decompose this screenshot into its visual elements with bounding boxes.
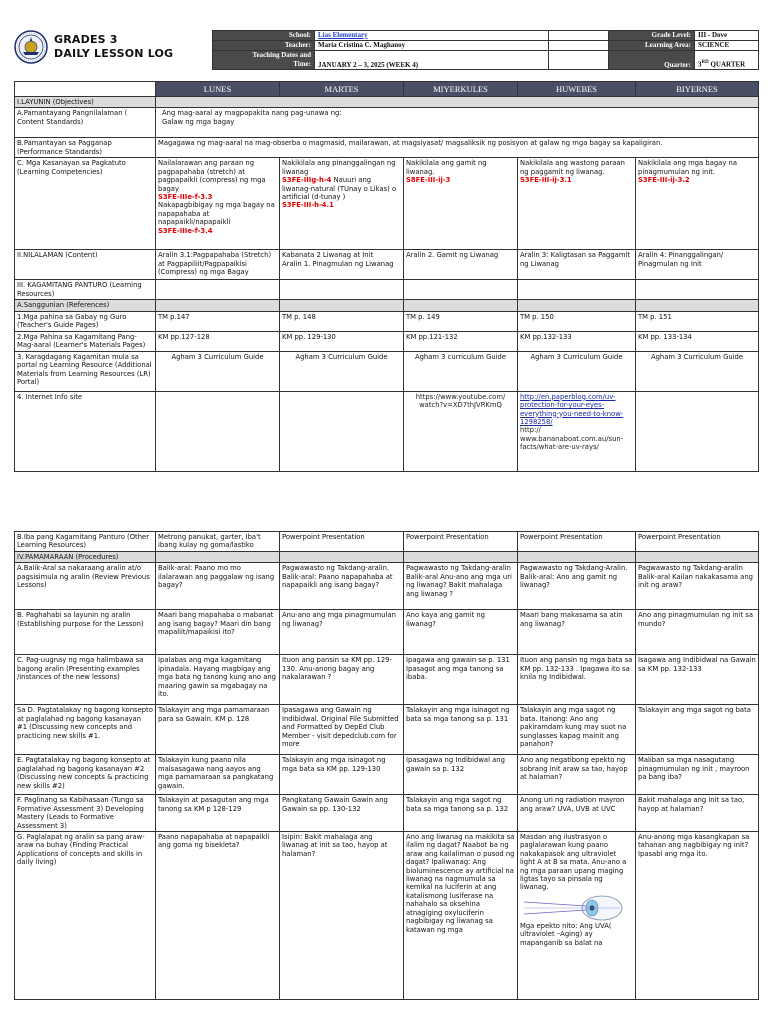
day-header-martes: MARTES bbox=[280, 82, 404, 97]
cell-empty bbox=[636, 552, 759, 563]
table-row bbox=[15, 391, 759, 471]
school-value[interactable]: Lias Elementary bbox=[315, 31, 549, 41]
day-header-biyernes: BIYERNES bbox=[636, 82, 759, 97]
procedure-f-martes: Pangkatang Gawain Gawin ang Gawain sa pp. 130-132 bbox=[280, 795, 404, 832]
procedure-d-miyerkules: Talakayin ang mga isinagot ng bata sa mga tanong sa p. 131 bbox=[404, 705, 518, 755]
table-row bbox=[15, 655, 759, 705]
competency-miyerkules-text: Nakikilala ang gamit ng liwanag. bbox=[406, 159, 487, 176]
additional-materials-label: 3. Karagdagang Kagamitan mula sa portal ng Learning Resource (Additional Materials from Learning Resources (LR) Portal) bbox=[15, 351, 156, 391]
title-line-2: DAILY LESSON LOG bbox=[54, 47, 174, 60]
nilalaman-biyernes: Aralin 4: Pinanggalingan/ Pinagmulan ng Init bbox=[636, 250, 759, 280]
header-meta-table bbox=[212, 30, 759, 70]
cell-empty bbox=[156, 391, 280, 471]
cell-empty bbox=[636, 280, 759, 300]
performance-standards-label: B.Pamantayan sa Pagganap (Performance Standards) bbox=[15, 138, 156, 158]
procedure-b-miyerkules: Ano kaya ang gamit ng liwanag? bbox=[404, 610, 518, 655]
procedure-a-martes: Pagwawasto ng Takdang-aralin. Balik-aral: Paano napapahaba at napapaikli ang isang bagay? bbox=[280, 563, 404, 610]
procedure-b-huwebes: Maari bang makasama sa atin ang liwanag? bbox=[518, 610, 636, 655]
procedure-e-martes: Talakayin ang mga isinagot ng mga bata sa KM pp. 129-130 bbox=[280, 755, 404, 795]
cell-empty bbox=[636, 300, 759, 311]
procedure-a-huwebes: Pagwawasto ng Takdang-Aralin. Balik-aral: Ano ang gamit ng liwanag? bbox=[518, 563, 636, 610]
competency-code: S8FE-III-ij-3 bbox=[406, 176, 451, 185]
table-row bbox=[15, 280, 759, 300]
competency-lunes bbox=[156, 158, 280, 250]
sanggunian-label: A.Sanggunian (References) bbox=[15, 300, 156, 311]
table-row bbox=[15, 97, 759, 108]
procedure-a-label: A.Balik-Aral sa nakaraang aralin at/o pagsisimula ng aralin (Review Previous Lessons) bbox=[15, 563, 156, 610]
lm-miyerkules: KM pp.121-132 bbox=[404, 331, 518, 351]
quarter-value bbox=[695, 51, 759, 70]
procedure-c-lunes: Ipalabas ang mga kagamitang ipinadala. Hayang magbigay ang mga bata ng tanong kung ano ang maaring gawin sa mgabagay na ito. bbox=[156, 655, 280, 705]
table-row bbox=[15, 532, 759, 552]
pamamaraan-label: IV.PAMAMARAAN (Procedures) bbox=[15, 552, 156, 563]
meta-spacer bbox=[549, 41, 609, 51]
cell-empty bbox=[156, 300, 280, 311]
meta-spacer bbox=[549, 31, 609, 41]
tg-martes: TM p. 148 bbox=[280, 311, 404, 331]
procedure-f-miyerkules: Talakayin ang mga sagot ng bata sa mga tanong sa p. 132 bbox=[404, 795, 518, 832]
procedure-c-biyernes: Isagawa ang Indibidwal na Gawain sa KM pp. 132-133 bbox=[636, 655, 759, 705]
competency-biyernes-text: Nakikilala ang mga bagay na pinagmumulan ng init. bbox=[638, 159, 737, 176]
nilalaman-martes-line-1: Kabanata 2 Liwanag at Init bbox=[282, 251, 374, 260]
internet-huwebes bbox=[518, 391, 636, 471]
table-row bbox=[15, 755, 759, 795]
competency-lunes-text-1: Nailalarawan ang paraan ng pagpapahaba (stretch) at pagpapaikli (compress) ng mga bagay bbox=[158, 159, 266, 193]
tg-biyernes: TM p. 151 bbox=[636, 311, 759, 331]
title-line-1: GRADES 3 bbox=[54, 33, 118, 46]
procedure-f-biyernes: Bakit mahalaga ang init sa tao, hayop at halaman? bbox=[636, 795, 759, 832]
deped-seal-icon bbox=[14, 30, 48, 64]
other-huwebes: Powerpoint Presentation bbox=[518, 532, 636, 552]
page-title bbox=[54, 33, 173, 61]
cell-empty bbox=[404, 552, 518, 563]
cell-empty bbox=[518, 300, 636, 311]
table-row bbox=[15, 552, 759, 563]
procedure-d-huwebes: Talakayin ang mga sagot ng bata. Itanong: Ano ang pakiramdam kung may suot na sunglasses kapag mainit ang panahon? bbox=[518, 705, 636, 755]
procedure-g-label: G. Paglalapat ng aralin sa pang araw-araw na buhay (Finding Practical Applications of concepts and skills in daily living) bbox=[15, 832, 156, 1000]
procedure-d-lunes: Talakayin ang mga pamamaraan para sa Gawain. KM p. 128 bbox=[156, 705, 280, 755]
add-lunes: Agham 3 Curriculum Guide bbox=[156, 351, 280, 391]
quarter-sup: RD bbox=[701, 60, 709, 66]
layunin-blank bbox=[156, 97, 759, 108]
procedure-b-biyernes: Ano ang pinagmumulan ng init sa mundo? bbox=[636, 610, 759, 655]
other-biyernes: Powerpoint Presentation bbox=[636, 532, 759, 552]
competency-code: S3FE-III-ij-3.1 bbox=[520, 176, 572, 185]
competency-lunes-text-2: Nakapagbibigay ng mga bagay na napapahaba at napapaikli/napapaikli bbox=[158, 201, 275, 227]
table-row bbox=[15, 300, 759, 311]
table-row bbox=[15, 311, 759, 331]
procedure-a-biyernes: Pagwawasto ng Takdang-aralin Balik-aral Kailan nakakasama ang init ng araw? bbox=[636, 563, 759, 610]
meta-spacer bbox=[549, 51, 609, 70]
cell-empty bbox=[280, 391, 404, 471]
table-row bbox=[15, 832, 759, 1000]
add-miyerkules: Agham 3 curriculum Guide bbox=[404, 351, 518, 391]
lm-huwebes: KM pp.132-133 bbox=[518, 331, 636, 351]
quarter-num: 3 bbox=[698, 60, 702, 69]
kagamitan-label: III. KAGAMITANG PANTURO (Learning Resources) bbox=[15, 280, 156, 300]
layunin-label: I.LAYUNIN (Objectives) bbox=[15, 97, 156, 108]
performance-standards-value: Magagawa ng mag-aaral na mag-obserba o magmasid, mailarawan, at magsiyasat/ magsaliksik ng posisyon at galaw ng mga bagay sa kapaligiran. bbox=[156, 138, 759, 158]
tg-lunes: TM p.147 bbox=[156, 311, 280, 331]
procedure-e-biyernes: Maliban sa mga nasagutang pinagmumulan ng init , mayroon pa bang iba? bbox=[636, 755, 759, 795]
procedure-a-lunes: Balik-aral: Paano mo mo ilalarawan ang paggalaw ng isang bagay? bbox=[156, 563, 280, 610]
cell-empty bbox=[404, 300, 518, 311]
nilalaman-martes bbox=[280, 250, 404, 280]
header-left bbox=[14, 30, 208, 72]
teacher-label: Teacher: bbox=[213, 41, 315, 51]
procedure-g-biyernes: Anu-anong mga kasangkapan sa tahanan ang nagbibigay ng init? Ipasabi ang mga ito. bbox=[636, 832, 759, 1000]
competency-code: S3FE-III-h-4.1 bbox=[282, 201, 334, 210]
lesson-log-table-2 bbox=[14, 531, 759, 1000]
procedure-b-martes: Anu-ano ang mga pinagmumulan ng liwanag? bbox=[280, 610, 404, 655]
procedure-g-lunes: Paano napapahaba at napapaikli ang goma ng bisekleta? bbox=[156, 832, 280, 1000]
eye-illustration-icon bbox=[520, 894, 628, 922]
internet-link[interactable]: watch?v=XD7thJVRKmQ bbox=[419, 401, 502, 410]
table-row bbox=[15, 331, 759, 351]
competency-code: S3FE-III-ij-3.2 bbox=[638, 176, 690, 185]
content-standards-label: A.Pamantayang Pangnilalaman ( Content Standards) bbox=[15, 108, 156, 138]
nilalaman-label: II.NILALAMAN (Content) bbox=[15, 250, 156, 280]
lm-biyernes: KM pp. 133-134 bbox=[636, 331, 759, 351]
table-row bbox=[15, 108, 759, 138]
add-martes: Agham 3 Curriculum Guide bbox=[280, 351, 404, 391]
procedure-g-huwebes-text-1: Masdan ang ilustrasyon o paglalarawan kung paano nakakapasok ang ultraviolet light A at B sa mata. Anu-ano a ng mga paraan upang maging ligtas tayo sa pinsala ng liwanag. bbox=[520, 833, 627, 892]
competency-code: S3FE-IIIe-f-3.4 bbox=[158, 226, 213, 235]
table-row bbox=[15, 158, 759, 250]
cell-empty bbox=[518, 280, 636, 300]
table-row bbox=[15, 563, 759, 610]
dates-label-line-1: Teaching Dates and bbox=[252, 51, 311, 59]
cell-empty bbox=[280, 280, 404, 300]
internet-link[interactable]: http://en.paperblog.com/uv-protection-for-your-eyes-everything-you-need-to-know-1298258/ bbox=[520, 392, 624, 427]
cell-empty bbox=[636, 391, 759, 471]
competency-martes bbox=[280, 158, 404, 250]
cell-empty bbox=[404, 280, 518, 300]
other-lunes: Metrong panukat, garter, Iba't ibang kulay ng goma/lastiko bbox=[156, 532, 280, 552]
teacher-value: Maria Cristina C. Maghanoy bbox=[315, 41, 549, 51]
tg-huwebes: TM p. 150 bbox=[518, 311, 636, 331]
nilalaman-huwebes: Aralin 3: Kaligtasan sa Paggamit ng Liwanag bbox=[518, 250, 636, 280]
lm-lunes: KM pp.127-128 bbox=[156, 331, 280, 351]
cell-empty bbox=[280, 552, 404, 563]
internet-link[interactable]: https://www.youtube.com/ bbox=[415, 392, 506, 401]
school-label: School: bbox=[213, 31, 315, 41]
procedure-c-miyerkules: Ipagawa ang gawain sa p. 131 Ipasagot ang mga tanong sa ibaba. bbox=[404, 655, 518, 705]
internet-miyerkules bbox=[404, 391, 518, 471]
internet-link[interactable]: http:// bbox=[520, 426, 541, 435]
content-standards-line-1: Ang mag-aaral ay magpapakita nang pag-unawa ng: bbox=[162, 109, 342, 118]
procedure-g-huwebes-text-2: Mga epekto nito: Ang UVA( ultraviolet –Aging) ay mapanganib sa balat na bbox=[520, 921, 612, 947]
procedure-c-huwebes: Ituon ang pansin ng mga bata sa KM pp. 132-133 . Ipagawa ito sa knila ng Indibidwal. bbox=[518, 655, 636, 705]
competency-huwebes bbox=[518, 158, 636, 250]
competency-code: S3FE-IIIe-f-3.3 bbox=[158, 193, 213, 202]
competency-huwebes-text: Nakikilala ang wastong paraan ng paggamit ng liwanag. bbox=[520, 159, 625, 176]
table-row bbox=[15, 795, 759, 832]
learners-materials-label: 2.Mga Pahina sa Kagamitang Pang-Mag-aaral (Learner's Materials Pages) bbox=[15, 331, 156, 351]
cell-empty bbox=[280, 300, 404, 311]
content-standards-value bbox=[156, 108, 759, 138]
procedure-c-martes: Ituon ang pansin sa KM pp. 129-130. Anu-anong bagay ang nakalarawan ? bbox=[280, 655, 404, 705]
other-martes: Powerpoint Presentation bbox=[280, 532, 404, 552]
grade-label: Grade Level: bbox=[609, 31, 695, 41]
internet-link[interactable]: www.bananaboat.com.au/sun-facts/what-are-uv-rays/ bbox=[520, 434, 624, 452]
nilalaman-lunes: Aralin 3.1:Pagpapahaba (Stretch) at Pagpapiliit/Pagpapaikisi (Compress) ng mga Bagay bbox=[156, 250, 280, 280]
quarter-rest: QUARTER bbox=[708, 60, 746, 69]
cell-empty bbox=[156, 280, 280, 300]
procedure-e-lunes: Talakayin kung paano nila maisasagawa nang aayos ang mga pamamaraan sa pangkatang gawain. bbox=[156, 755, 280, 795]
cell-empty bbox=[518, 552, 636, 563]
content-standards-line-2: Galaw ng mga bagay bbox=[162, 117, 235, 126]
competency-code: S3FE-IIIg-h-4 bbox=[282, 176, 332, 185]
table-row bbox=[15, 138, 759, 158]
area-value: SCIENCE bbox=[695, 41, 759, 51]
other-miyerkules: Powerpoint Presentation bbox=[404, 532, 518, 552]
lesson-log-table-1 bbox=[14, 81, 759, 472]
procedure-f-lunes: Talakayin at pasagutan ang mga tanong sa KM p 128-129 bbox=[156, 795, 280, 832]
teachers-guide-label: 1.Mga pahina sa Gabay ng Guro (Teacher's Guide Pages) bbox=[15, 311, 156, 331]
dates-value: JANUARY 2 – 3, 2025 (WEEK 4) bbox=[315, 51, 549, 70]
procedure-e-huwebes: Ano ang negatibong epekto ng sobrang init araw sa tao, hayop at halaman? bbox=[518, 755, 636, 795]
procedure-g-martes: Isipin: Bakit mahalaga ang liwanag at init sa tao, hayop at halaman? bbox=[280, 832, 404, 1000]
competencies-label: C. Mga Kasanayan sa Pagkatuto (Learning Competencies) bbox=[15, 158, 156, 250]
table-row bbox=[15, 705, 759, 755]
procedure-e-label: E. Pagtatalakay ng bagong konsepto at paglalahad ng bagong kasanayan #2 (Discussing new concepts & practicing new skills #2) bbox=[15, 755, 156, 795]
procedure-b-label: B. Paghahabi sa layunin ng aralin (Establishing purpose for the Lesson) bbox=[15, 610, 156, 655]
competency-biyernes bbox=[636, 158, 759, 250]
area-label: Learning Area: bbox=[609, 41, 695, 51]
procedure-c-label: C. Pag-uugnay ng mga halimbawa sa bagong aralin (Presenting examples /instances of the new lessons) bbox=[15, 655, 156, 705]
table-row bbox=[15, 250, 759, 280]
day-header-lunes: LUNES bbox=[156, 82, 280, 97]
procedure-g-huwebes bbox=[518, 832, 636, 1000]
add-biyernes: Agham 3 Curriculum Guide bbox=[636, 351, 759, 391]
procedure-a-miyerkules: Pagwawasto ng Takdang-aralin Balik-aral Anu-ano ang mga uri ng liwanag? Bakit mahalaga ang liwanag ? bbox=[404, 563, 518, 610]
day-header-row bbox=[15, 82, 759, 97]
day-header-blank bbox=[15, 82, 156, 97]
cell-empty bbox=[156, 552, 280, 563]
procedure-d-martes: Ipasagawa ang Gawain ng Indibidwal. Original File Submitted and Formatted by DepEd Club Member - visit depedclub.com for more bbox=[280, 705, 404, 755]
procedure-f-huwebes: Anong uri ng radiation mayron ang araw? UVA, UVB at UVC bbox=[518, 795, 636, 832]
procedure-b-lunes: Maari bang mapahaba o mabanat ang isang bagay? Maari din bang mapaliit/mapaikisi ito? bbox=[156, 610, 280, 655]
procedure-e-miyerkules: Ipasagawa ng Indibidwal ang gawain sa p. 132 bbox=[404, 755, 518, 795]
procedure-d-label: Sa D. Pagtatalakay ng bagong konsepto at paglalahad ng bagong kasanayan #1 (Discussing new concepts and practicing new skills #1. bbox=[15, 705, 156, 755]
day-header-miyerkules: MIYERKULES bbox=[404, 82, 518, 97]
competency-miyerkules bbox=[404, 158, 518, 250]
competency-martes-text-1: Nakikilala ang pinanggalingan ng liwanag bbox=[282, 159, 396, 176]
table-row bbox=[15, 610, 759, 655]
other-resources-label: B.Iba pang Kagamitang Panturo (Other Learning Resources) bbox=[15, 532, 156, 552]
tg-miyerkules: TM p. 149 bbox=[404, 311, 518, 331]
internet-label: 4. Internet Info site bbox=[15, 391, 156, 471]
competency-martes-text-2: Nauuri ang liwanag-natural (TUnay o Likas) o artificial (d-tunay ) bbox=[282, 176, 397, 202]
dates-label bbox=[213, 51, 315, 70]
day-header-huwebes: HUWEBES bbox=[518, 82, 636, 97]
add-huwebes: Agham 3 Curriculum Guide bbox=[518, 351, 636, 391]
nilalaman-martes-line-2: Aralin 1. Pinagmulan ng Liwanag bbox=[282, 259, 394, 268]
grade-value: III - Dove bbox=[695, 31, 759, 41]
procedure-d-biyernes: Talakayin ang mga sagot ng bata bbox=[636, 705, 759, 755]
dates-label-line-2: Time: bbox=[293, 59, 311, 68]
procedure-f-label: F. Paglinang sa Kabihasaan (Tungo sa Formative Assessment 3) Developing Mastery (Leads to Formative Assessment 3) bbox=[15, 795, 156, 832]
procedure-g-miyerkules: Ano ang liwanag na makikita sa ilalim ng dagat? Naabot ba ng araw ang kailaliman o pusod ng dagat? Ipaliwanag: Ang bioluminescence ay artificial na liwanag na nagmumula sa kemikal na luciferin at ang katalismong lusiferase na nahahalo sa oksehina atnagiging oxyluciferin nagbibigay ng liwanag sa katawan ng mga bbox=[404, 832, 518, 1000]
quarter-label: Quarter: bbox=[609, 51, 695, 70]
table-row bbox=[15, 351, 759, 391]
lm-martes: KM pp. 129-130 bbox=[280, 331, 404, 351]
nilalaman-miyerkules: Aralin 2. Gamit ng Liwanag bbox=[404, 250, 518, 280]
